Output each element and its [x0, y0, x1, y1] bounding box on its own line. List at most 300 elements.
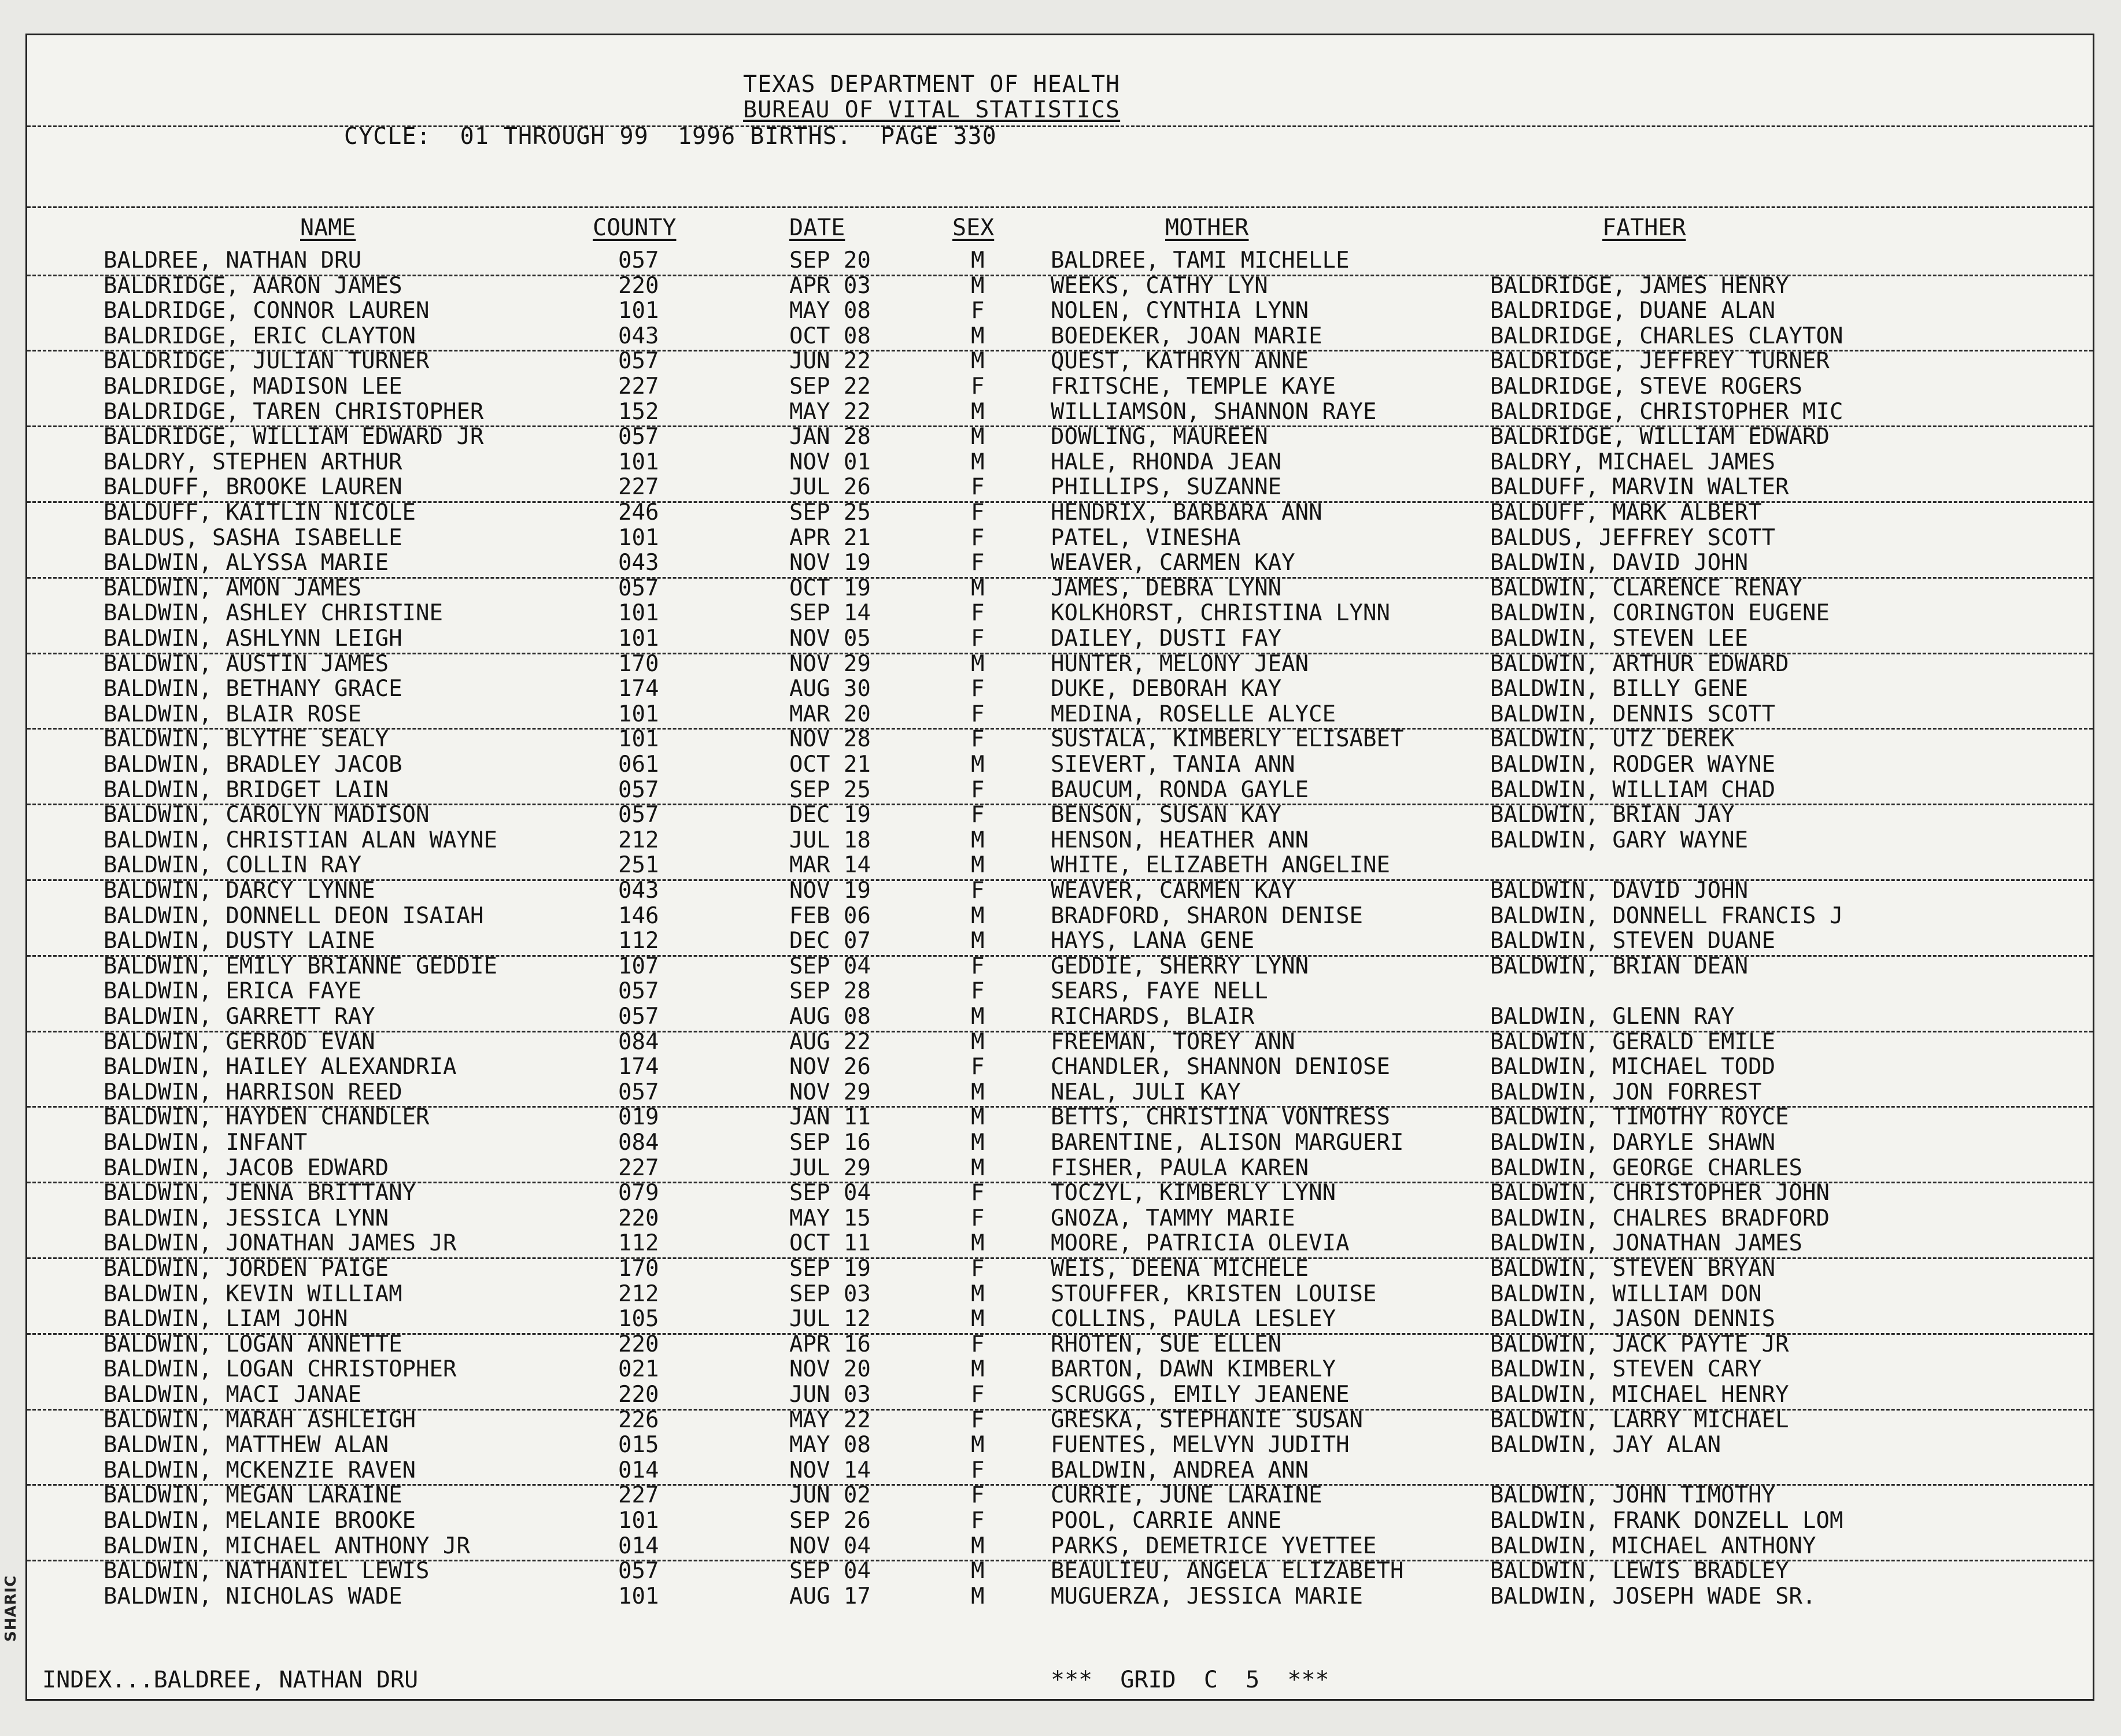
- column-header-name: NAME: [300, 214, 356, 241]
- cell-father: BALDWIN, JAY ALAN: [1490, 1432, 1721, 1459]
- cell-date: SEP 16: [789, 1130, 871, 1156]
- cell-date: MAR 20: [789, 701, 871, 727]
- cell-date: NOV 04: [789, 1533, 871, 1559]
- cell-mother: KOLKHORST, CHRISTINA LYNN: [1051, 600, 1390, 627]
- cell-name: BALDWIN, MACI JANAE: [104, 1382, 362, 1408]
- cell-name: BALDWIN, MICHAEL ANTHONY JR: [104, 1533, 470, 1559]
- cell-sex: F: [971, 978, 985, 1005]
- cell-sex: M: [971, 1533, 985, 1559]
- cell-sex: F: [971, 298, 985, 324]
- table-row: [27, 475, 2093, 499]
- cell-date: SEP 04: [789, 953, 871, 979]
- table-row: [27, 1458, 2093, 1483]
- cell-date: JUL 18: [789, 827, 871, 853]
- cell-father: BALDWIN, GLENN RAY: [1490, 1004, 1735, 1030]
- cell-mother: GEDDIE, SHERRY LYNN: [1051, 953, 1309, 979]
- cell-mother: BALDREE, TAMI MICHELLE: [1051, 247, 1350, 273]
- cell-date: DEC 07: [789, 928, 871, 954]
- cell-county: 061: [618, 752, 659, 778]
- cell-name: BALDWIN, JESSICA LYNN: [104, 1205, 389, 1231]
- cell-father: BALDRIDGE, DUANE ALAN: [1490, 298, 1776, 324]
- cell-county: 043: [618, 550, 659, 576]
- cell-county: 057: [618, 978, 659, 1005]
- cell-father: BALDRIDGE, WILLIAM EDWARD: [1490, 424, 1830, 450]
- cell-father: BALDWIN, UTZ DEREK: [1490, 726, 1735, 753]
- cell-name: BALDWIN, COLLIN RAY: [104, 852, 362, 879]
- cell-sex: M: [971, 1130, 985, 1156]
- cell-county: 174: [618, 676, 659, 702]
- cell-date: OCT 21: [789, 752, 871, 778]
- column-header-county: COUNTY: [593, 214, 677, 241]
- cell-sex: M: [971, 827, 985, 853]
- cell-sex: F: [971, 373, 985, 399]
- table-row: [27, 1156, 2093, 1180]
- cell-name: BALDWIN, BRADLEY JACOB: [104, 752, 402, 778]
- cell-mother: FUENTES, MELVYN JUDITH: [1051, 1432, 1350, 1459]
- cell-mother: FISHER, PAULA KAREN: [1051, 1154, 1309, 1181]
- cell-name: BALDRIDGE, WILLIAM EDWARD JR: [104, 424, 484, 450]
- cell-county: 015: [618, 1432, 659, 1459]
- cell-mother: SEARS, FAYE NELL: [1051, 978, 1268, 1005]
- cell-county: 226: [618, 1406, 659, 1433]
- cell-date: NOV 28: [789, 726, 871, 753]
- cell-county: 227: [618, 1154, 659, 1181]
- cell-mother: MUGUERZA, JESSICA MARIE: [1051, 1583, 1364, 1609]
- cell-mother: WEAVER, CARMEN KAY: [1051, 550, 1295, 576]
- cell-mother: GRESKA, STEPHANIE SUSAN: [1051, 1406, 1364, 1433]
- cell-county: 227: [618, 474, 659, 501]
- cell-name: BALDWIN, BETHANY GRACE: [104, 676, 402, 702]
- cell-name: BALDWIN, MEGAN LARAINE: [104, 1482, 402, 1509]
- cell-mother: WEAVER, CARMEN KAY: [1051, 878, 1295, 904]
- cell-name: BALDWIN, DONNELL DEON ISAIAH: [104, 902, 484, 929]
- cell-date: NOV 29: [789, 650, 871, 677]
- cell-mother: GNOZA, TAMMY MARIE: [1051, 1205, 1295, 1231]
- table-row: [27, 374, 2093, 399]
- cell-county: 057: [618, 776, 659, 803]
- cell-county: 251: [618, 852, 659, 879]
- cell-mother: PARKS, DEMETRICE YVETTEE: [1051, 1533, 1377, 1559]
- cell-sex: M: [971, 449, 985, 475]
- cell-mother: STOUFFER, KRISTEN LOUISE: [1051, 1280, 1377, 1307]
- cell-sex: F: [971, 676, 985, 702]
- table-row: [27, 1332, 2093, 1357]
- cell-sex: M: [971, 575, 985, 601]
- cell-sex: M: [971, 348, 985, 375]
- cell-county: 057: [618, 1004, 659, 1030]
- cell-date: AUG 17: [789, 1583, 871, 1609]
- cell-mother: FRITSCHE, TEMPLE KAYE: [1051, 373, 1336, 399]
- cell-mother: BALDWIN, ANDREA ANN: [1051, 1457, 1309, 1483]
- cell-sex: M: [971, 272, 985, 299]
- table-row: [27, 298, 2093, 323]
- cell-mother: NOLEN, CYNTHIA LYNN: [1051, 298, 1309, 324]
- cell-father: BALDRIDGE, JAMES HENRY: [1490, 272, 1789, 299]
- cell-father: BALDWIN, JACK PAYTE JR: [1490, 1331, 1789, 1357]
- cell-name: BALDWIN, BRIDGET LAIN: [104, 776, 389, 803]
- cell-mother: DAILEY, DUSTI FAY: [1051, 625, 1282, 652]
- cell-father: BALDWIN, JONATHAN JAMES: [1490, 1230, 1803, 1257]
- cell-sex: F: [971, 1331, 985, 1357]
- cell-sex: M: [971, 1280, 985, 1307]
- table-row: [27, 1559, 2093, 1583]
- table-row: [27, 424, 2093, 449]
- table-row: [27, 1382, 2093, 1407]
- report-sheet: [25, 34, 2094, 1701]
- cell-county: 220: [618, 1382, 659, 1408]
- cell-sex: M: [971, 1432, 985, 1459]
- cell-father: BALDWIN, DARYLE SHAWN: [1490, 1130, 1776, 1156]
- cell-mother: BENSON, SUSAN KAY: [1051, 802, 1282, 828]
- cell-father: BALDWIN, LARRY MICHAEL: [1490, 1406, 1789, 1433]
- cell-sex: M: [971, 398, 985, 425]
- cell-sex: M: [971, 1079, 985, 1105]
- cell-county: 101: [618, 524, 659, 551]
- cell-name: BALDWIN, MELANIE BROOKE: [104, 1508, 416, 1534]
- side-stamp-label: SHARIC: [2, 1575, 20, 1642]
- cell-mother: BOEDEKER, JOAN MARIE: [1051, 323, 1322, 349]
- cell-county: 101: [618, 600, 659, 627]
- cell-date: SEP 22: [789, 373, 871, 399]
- cell-sex: F: [971, 726, 985, 753]
- cell-name: BALDWIN, MATTHEW ALAN: [104, 1432, 389, 1459]
- table-row: [27, 878, 2093, 903]
- cell-sex: M: [971, 902, 985, 929]
- header-divider-top: [27, 125, 2093, 127]
- table-row: [27, 652, 2093, 676]
- column-header-father: FATHER: [1602, 214, 1686, 241]
- cell-name: BALDWIN, AMON JAMES: [104, 575, 362, 601]
- cell-sex: F: [971, 1382, 985, 1408]
- cell-name: BALDRIDGE, ERIC CLAYTON: [104, 323, 416, 349]
- cell-name: BALDWIN, JORDEN PAIGE: [104, 1256, 389, 1282]
- table-row: [27, 979, 2093, 1004]
- cell-sex: F: [971, 625, 985, 652]
- cell-date: MAR 14: [789, 852, 871, 879]
- cell-name: BALDWIN, INFANT: [104, 1130, 308, 1156]
- cell-name: BALDWIN, ERICA FAYE: [104, 978, 362, 1005]
- grid-footer: *** GRID C 5 ***: [1051, 1667, 1329, 1693]
- cell-county: 220: [618, 1331, 659, 1357]
- cell-date: SEP 03: [789, 1280, 871, 1307]
- cell-mother: FREEMAN, TOREY ANN: [1051, 1028, 1295, 1055]
- cell-name: BALDWIN, CHRISTIAN ALAN WAYNE: [104, 827, 497, 853]
- cell-county: 014: [618, 1533, 659, 1559]
- cell-mother: HUNTER, MELONY JEAN: [1051, 650, 1309, 677]
- table-row: [27, 1282, 2093, 1306]
- cell-father: BALDWIN, TIMOTHY ROYCE: [1490, 1104, 1789, 1131]
- cell-date: AUG 08: [789, 1004, 871, 1030]
- cell-father: BALDWIN, STEVEN BRYAN: [1490, 1256, 1776, 1282]
- table-row: [27, 1130, 2093, 1155]
- cell-mother: WEEKS, CATHY LYN: [1051, 272, 1268, 299]
- cell-mother: WILLIAMSON, SHANNON RAYE: [1051, 398, 1377, 425]
- cell-mother: NEAL, JULI KAY: [1051, 1079, 1241, 1105]
- table-row: [27, 1206, 2093, 1231]
- cell-sex: M: [971, 1356, 985, 1383]
- cell-mother: HALE, RHONDA JEAN: [1051, 449, 1282, 475]
- table-row: [27, 1306, 2093, 1331]
- cell-sex: F: [971, 499, 985, 525]
- table-row: [27, 1004, 2093, 1029]
- cell-father: BALDWIN, BRIAN DEAN: [1490, 953, 1749, 979]
- cell-date: SEP 26: [789, 1508, 871, 1534]
- cell-sex: F: [971, 524, 985, 551]
- cell-name: BALDWIN, ALYSSA MARIE: [104, 550, 389, 576]
- cell-county: 212: [618, 1280, 659, 1307]
- cell-county: 112: [618, 1230, 659, 1257]
- cell-father: BALDWIN, ARTHUR EDWARD: [1490, 650, 1789, 677]
- cell-county: 170: [618, 650, 659, 677]
- cell-sex: F: [971, 474, 985, 501]
- cell-name: BALDRY, STEPHEN ARTHUR: [104, 449, 402, 475]
- cell-father: BALDWIN, DENNIS SCOTT: [1490, 701, 1776, 727]
- cell-father: BALDWIN, CHRISTOPHER JOHN: [1490, 1180, 1830, 1206]
- cell-name: BALDWIN, ASHLYNN LEIGH: [104, 625, 402, 652]
- cell-father: BALDWIN, JON FORREST: [1490, 1079, 1762, 1105]
- cell-father: BALDWIN, JASON DENNIS: [1490, 1306, 1776, 1332]
- cell-county: 146: [618, 902, 659, 929]
- cell-father: BALDWIN, JOSEPH WADE SR.: [1490, 1583, 1816, 1609]
- cell-father: BALDRIDGE, STEVE ROGERS: [1490, 373, 1803, 399]
- cell-mother: JAMES, DEBRA LYNN: [1051, 575, 1282, 601]
- cell-father: BALDWIN, DONNELL FRANCIS J: [1490, 902, 1843, 929]
- cell-mother: POOL, CARRIE ANNE: [1051, 1508, 1282, 1534]
- cell-mother: WHITE, ELIZABETH ANGELINE: [1051, 852, 1390, 879]
- cell-mother: COLLINS, PAULA LESLEY: [1051, 1306, 1336, 1332]
- cell-county: 212: [618, 827, 659, 853]
- column-header-sex: SEX: [952, 214, 995, 241]
- cell-father: BALDUFF, MARVIN WALTER: [1490, 474, 1789, 501]
- table-row: [27, 1483, 2093, 1508]
- table-row: [27, 1054, 2093, 1079]
- table-row: [27, 248, 2093, 273]
- cell-county: 057: [618, 802, 659, 828]
- cell-date: SEP 04: [789, 1180, 871, 1206]
- cell-county: 101: [618, 449, 659, 475]
- table-row: [27, 1105, 2093, 1130]
- cell-sex: F: [971, 550, 985, 576]
- table-row: [27, 399, 2093, 424]
- table-row: [27, 324, 2093, 349]
- cell-date: APR 21: [789, 524, 871, 551]
- cell-name: BALDWIN, NATHANIEL LEWIS: [104, 1558, 430, 1585]
- cell-sex: F: [971, 600, 985, 627]
- cell-county: 084: [618, 1130, 659, 1156]
- cell-county: 101: [618, 298, 659, 324]
- cell-name: BALDWIN, AUSTIN JAMES: [104, 650, 389, 677]
- cell-sex: M: [971, 424, 985, 450]
- cell-sex: M: [971, 852, 985, 879]
- cell-date: SEP 25: [789, 499, 871, 525]
- cell-mother: BARENTINE, ALISON MARGUERI: [1051, 1130, 1404, 1156]
- cell-date: SEP 20: [789, 247, 871, 273]
- cell-mother: MOORE, PATRICIA OLEVIA: [1051, 1230, 1350, 1257]
- cell-county: 043: [618, 878, 659, 904]
- table-row: [27, 450, 2093, 475]
- table-row: [27, 525, 2093, 550]
- cell-father: BALDWIN, GEORGE CHARLES: [1490, 1154, 1803, 1181]
- cell-date: SEP 19: [789, 1256, 871, 1282]
- cell-name: BALDWIN, GERROD EVAN: [104, 1028, 375, 1055]
- cell-date: JUL 29: [789, 1154, 871, 1181]
- index-footer: INDEX...BALDREE, NATHAN DRU: [42, 1667, 419, 1693]
- cell-father: BALDRIDGE, JEFFREY TURNER: [1490, 348, 1830, 375]
- cell-county: 105: [618, 1306, 659, 1332]
- cell-mother: QUEST, KATHRYN ANNE: [1051, 348, 1309, 375]
- cell-name: BALDWIN, LOGAN ANNETTE: [104, 1331, 402, 1357]
- cell-date: MAY 15: [789, 1205, 871, 1231]
- table-row: [27, 500, 2093, 525]
- cell-sex: M: [971, 1230, 985, 1257]
- table-row: [27, 576, 2093, 601]
- cell-date: MAY 08: [789, 298, 871, 324]
- table-row: [27, 273, 2093, 298]
- cell-mother: CHANDLER, SHANNON DENIOSE: [1051, 1054, 1390, 1080]
- column-header-mother: MOTHER: [1165, 214, 1249, 241]
- cell-father: BALDWIN, MICHAEL HENRY: [1490, 1382, 1789, 1408]
- table-row: [27, 904, 2093, 928]
- column-header-date: DATE: [789, 214, 845, 241]
- cell-name: BALDWIN, HAYDEN CHANDLER: [104, 1104, 430, 1131]
- cell-father: BALDWIN, MICHAEL TODD: [1490, 1054, 1776, 1080]
- table-row: [27, 778, 2093, 802]
- cell-county: 057: [618, 424, 659, 450]
- cell-county: 084: [618, 1028, 659, 1055]
- cell-county: 021: [618, 1356, 659, 1383]
- cell-sex: M: [971, 247, 985, 273]
- cell-county: 220: [618, 272, 659, 299]
- cell-date: AUG 22: [789, 1028, 871, 1055]
- header-divider-bottom: [27, 206, 2093, 208]
- table-row: [27, 1534, 2093, 1559]
- cell-county: 057: [618, 247, 659, 273]
- table-row: [27, 676, 2093, 701]
- cell-date: NOV 05: [789, 625, 871, 652]
- cell-sex: F: [971, 1205, 985, 1231]
- cell-sex: F: [971, 1256, 985, 1282]
- cell-mother: HENDRIX, BARBARA ANN: [1051, 499, 1322, 525]
- cell-mother: TOCZYL, KIMBERLY LYNN: [1051, 1180, 1336, 1206]
- cell-name: BALDWIN, JONATHAN JAMES JR: [104, 1230, 457, 1257]
- table-row: [27, 752, 2093, 777]
- table-row: [27, 954, 2093, 979]
- cell-sex: F: [971, 878, 985, 904]
- cell-sex: M: [971, 323, 985, 349]
- cell-sex: M: [971, 1306, 985, 1332]
- cell-father: BALDUFF, MARK ALBERT: [1490, 499, 1762, 525]
- cell-mother: SUSTALA, KIMBERLY ELISABET: [1051, 726, 1404, 753]
- cell-county: 079: [618, 1180, 659, 1206]
- cell-name: BALDREE, NATHAN DRU: [104, 247, 362, 273]
- cell-date: MAY 22: [789, 1406, 871, 1433]
- cell-sex: M: [971, 1558, 985, 1585]
- cell-sex: M: [971, 1583, 985, 1609]
- cell-county: 101: [618, 1508, 659, 1534]
- cell-date: MAY 08: [789, 1432, 871, 1459]
- cell-name: BALDUFF, BROOKE LAUREN: [104, 474, 402, 501]
- cell-county: 057: [618, 348, 659, 375]
- cell-mother: DOWLING, MAUREEN: [1051, 424, 1268, 450]
- cell-mother: PHILLIPS, SUZANNE: [1051, 474, 1282, 501]
- cell-county: 043: [618, 323, 659, 349]
- cell-name: BALDRIDGE, AARON JAMES: [104, 272, 402, 299]
- cell-county: 170: [618, 1256, 659, 1282]
- cell-county: 112: [618, 928, 659, 954]
- cell-date: SEP 25: [789, 776, 871, 803]
- cell-name: BALDRIDGE, TAREN CHRISTOPHER: [104, 398, 484, 425]
- cell-mother: PATEL, VINESHA: [1051, 524, 1241, 551]
- cell-sex: F: [971, 1406, 985, 1433]
- cell-date: NOV 26: [789, 1054, 871, 1080]
- cell-name: BALDWIN, DUSTY LAINE: [104, 928, 375, 954]
- table-row: [27, 727, 2093, 752]
- cell-mother: HAYS, LANA GENE: [1051, 928, 1255, 954]
- report-header-bureau: BUREAU OF VITAL STATISTICS: [743, 97, 1121, 123]
- cell-mother: SCRUGGS, EMILY JEANENE: [1051, 1382, 1350, 1408]
- cell-date: NOV 29: [789, 1079, 871, 1105]
- cell-father: BALDWIN, STEVEN DUANE: [1490, 928, 1776, 954]
- cell-sex: F: [971, 701, 985, 727]
- cell-father: BALDRIDGE, CHRISTOPHER MIC: [1490, 398, 1843, 425]
- cell-sex: M: [971, 1004, 985, 1030]
- cell-name: BALDWIN, JENNA BRITTANY: [104, 1180, 416, 1206]
- cell-father: BALDRIDGE, CHARLES CLAYTON: [1490, 323, 1843, 349]
- cell-date: SEP 28: [789, 978, 871, 1005]
- cell-county: 174: [618, 1054, 659, 1080]
- report-cycle-line: CYCLE: 01 THROUGH 99 1996 BIRTHS. PAGE 330: [344, 123, 997, 150]
- cell-sex: F: [971, 953, 985, 979]
- cell-name: BALDWIN, JACOB EDWARD: [104, 1154, 389, 1181]
- cell-name: BALDWIN, GARRETT RAY: [104, 1004, 375, 1030]
- cell-name: BALDRIDGE, JULIAN TURNER: [104, 348, 430, 375]
- cell-mother: RHOTEN, SUE ELLEN: [1051, 1331, 1282, 1357]
- cell-date: NOV 20: [789, 1356, 871, 1383]
- cell-mother: DUKE, DEBORAH KAY: [1051, 676, 1282, 702]
- cell-mother: HENSON, HEATHER ANN: [1051, 827, 1309, 853]
- cell-father: BALDWIN, STEVEN CARY: [1490, 1356, 1762, 1383]
- cell-father: BALDWIN, WILLIAM CHAD: [1490, 776, 1776, 803]
- table-row: [27, 802, 2093, 827]
- cell-county: 246: [618, 499, 659, 525]
- cell-sex: M: [971, 1104, 985, 1131]
- cell-sex: F: [971, 1482, 985, 1509]
- table-row: [27, 1408, 2093, 1433]
- cell-date: SEP 14: [789, 600, 871, 627]
- cell-father: BALDWIN, DAVID JOHN: [1490, 878, 1749, 904]
- cell-date: JUL 12: [789, 1306, 871, 1332]
- cell-mother: MEDINA, ROSELLE ALYCE: [1051, 701, 1336, 727]
- cell-date: OCT 19: [789, 575, 871, 601]
- report-header-agency: TEXAS DEPARTMENT OF HEALTH: [743, 71, 1121, 98]
- cell-sex: M: [971, 752, 985, 778]
- cell-date: NOV 01: [789, 449, 871, 475]
- cell-father: BALDWIN, GERALD EMILE: [1490, 1028, 1776, 1055]
- cell-father: BALDRY, MICHAEL JAMES: [1490, 449, 1776, 475]
- cell-county: 107: [618, 953, 659, 979]
- cell-father: BALDWIN, WILLIAM DON: [1490, 1280, 1762, 1307]
- cell-date: SEP 04: [789, 1558, 871, 1585]
- cell-county: 101: [618, 701, 659, 727]
- cell-sex: M: [971, 1028, 985, 1055]
- cell-name: BALDWIN, ASHLEY CHRISTINE: [104, 600, 443, 627]
- table-row: [27, 1584, 2093, 1609]
- table-row: [27, 1180, 2093, 1205]
- cell-mother: WEIS, DEENA MICHELE: [1051, 1256, 1309, 1282]
- table-row: [27, 853, 2093, 878]
- cell-sex: M: [971, 928, 985, 954]
- cell-sex: F: [971, 1180, 985, 1206]
